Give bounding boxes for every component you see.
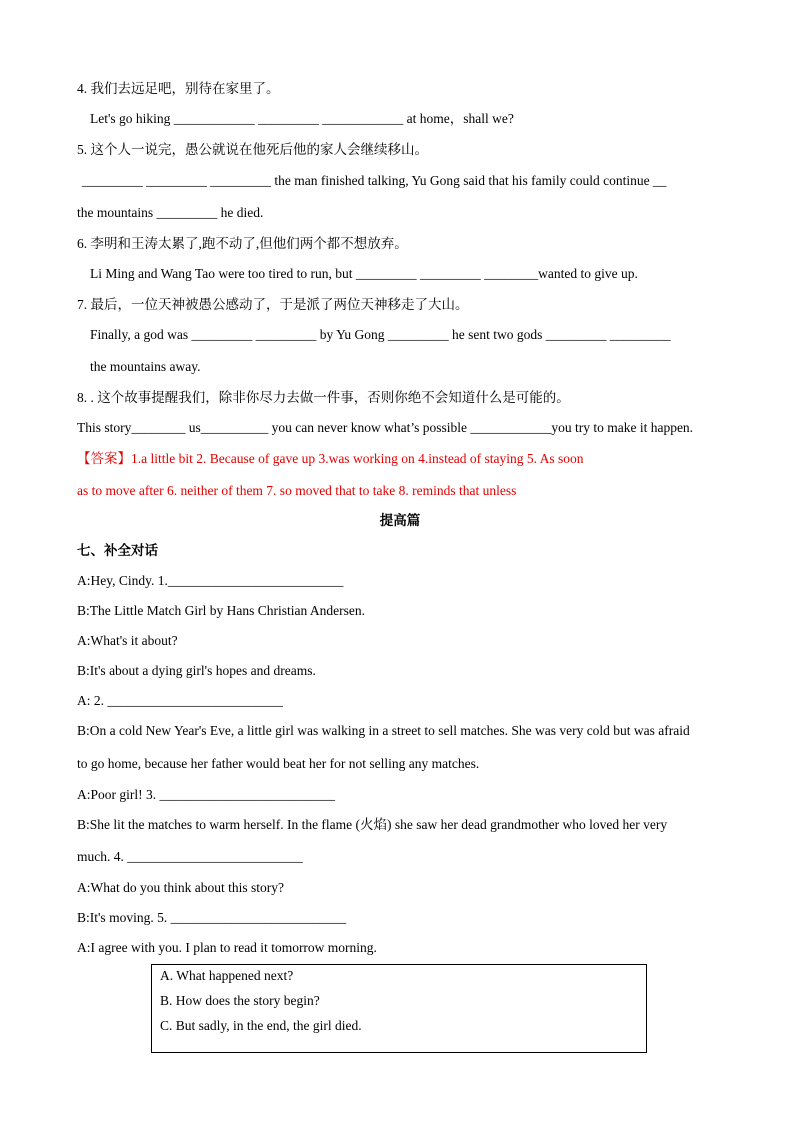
text-line-q5-en2: the mountains _________ he died. bbox=[77, 205, 264, 220]
text-line-q8-zh: 8. . 这个故事提醒我们，除非你尽力去做一件事，否则你绝不会知道什么是可能的。 bbox=[77, 390, 570, 405]
text-line-d-b1: B:The Little Match Girl by Hans Christian Andersen. bbox=[77, 603, 365, 618]
text-line-q4-en: Let's go hiking ____________ _________ ____________ at home，shall we? bbox=[90, 111, 514, 126]
text-line-d-b3a: B:On a cold New Year's Eve, a little girl was walking in a street to sell matches. She was very cold but was afraid bbox=[77, 723, 690, 738]
text-line-d-a2: A:What's it about? bbox=[77, 633, 178, 648]
text-line-q7-en1: Finally, a god was _________ _________ by Yu Gong _________ he sent two gods _________ _________ bbox=[90, 327, 671, 342]
text-line-d-a6: A:I agree with you. I plan to read it tomorrow morning. bbox=[77, 940, 377, 955]
text-line-d-a3: A: 2. __________________________ bbox=[77, 693, 283, 708]
text-line-d-a5: A:What do you think about this story? bbox=[77, 880, 284, 895]
text-line-q6-zh: 6. 李明和王涛太累了,跑不动了,但他们两个都不想放弃。 bbox=[77, 236, 408, 251]
part-heading: 七、补全对话 bbox=[77, 543, 158, 558]
options-box bbox=[151, 964, 647, 1053]
text-line-answer-1: 【答案】1.a little bit 2. Because of gave up 3.was working on 4.instead of staying 5. As soon bbox=[77, 451, 584, 466]
text-line-q8-en: This story________ us__________ you can never know what’s possible ____________you try to make it happen. bbox=[77, 420, 694, 435]
option-c: C. But sadly, in the end, the girl died. bbox=[160, 1018, 362, 1033]
text-line-d-b4b: much. 4. __________________________ bbox=[77, 849, 303, 864]
text-line-d-b2: B:It's about a dying girl's hopes and dreams. bbox=[77, 663, 316, 678]
text-line-q7-zh: 7. 最后，一位天神被愚公感动了，于是派了两位天神移走了大山。 bbox=[77, 297, 469, 312]
text-line-d-b5: B:It's moving. 5. __________________________ bbox=[77, 910, 347, 925]
text-line-d-b3b: to go home, because her father would beat her for not selling any matches. bbox=[77, 756, 480, 771]
text-line-answer-2: as to move after 6. neither of them 7. so moved that to take 8. reminds that unless bbox=[77, 483, 517, 498]
text-line-q4-zh: 4. 我们去远足吧，别待在家里了。 bbox=[77, 81, 280, 96]
text-line-q7-en2: the mountains away. bbox=[90, 359, 201, 374]
text-line-d-a1: A:Hey, Cindy. 1.__________________________ bbox=[77, 573, 344, 588]
text-line-q6-en: Li Ming and Wang Tao were too tired to run, but _________ _________ ________wanted to give up. bbox=[90, 266, 638, 281]
option-b: B. How does the story begin? bbox=[160, 993, 320, 1008]
option-a: A. What happened next? bbox=[160, 968, 294, 983]
text-line-q5-zh: 5. 这个人一说完，愚公就说在他死后他的家人会继续移山。 bbox=[77, 142, 428, 157]
text-line-d-a4: A:Poor girl! 3. __________________________ bbox=[77, 787, 335, 802]
text-line-d-b4a: B:She lit the matches to warm herself. In the flame (火焰) she saw her dead grandmother who loved her very bbox=[77, 817, 668, 832]
section-title: 提高篇 bbox=[379, 513, 421, 528]
text-line-q5-en1: _________ _________ _________ the man finished talking, Yu Gong said that his family could continue __ bbox=[82, 173, 667, 188]
